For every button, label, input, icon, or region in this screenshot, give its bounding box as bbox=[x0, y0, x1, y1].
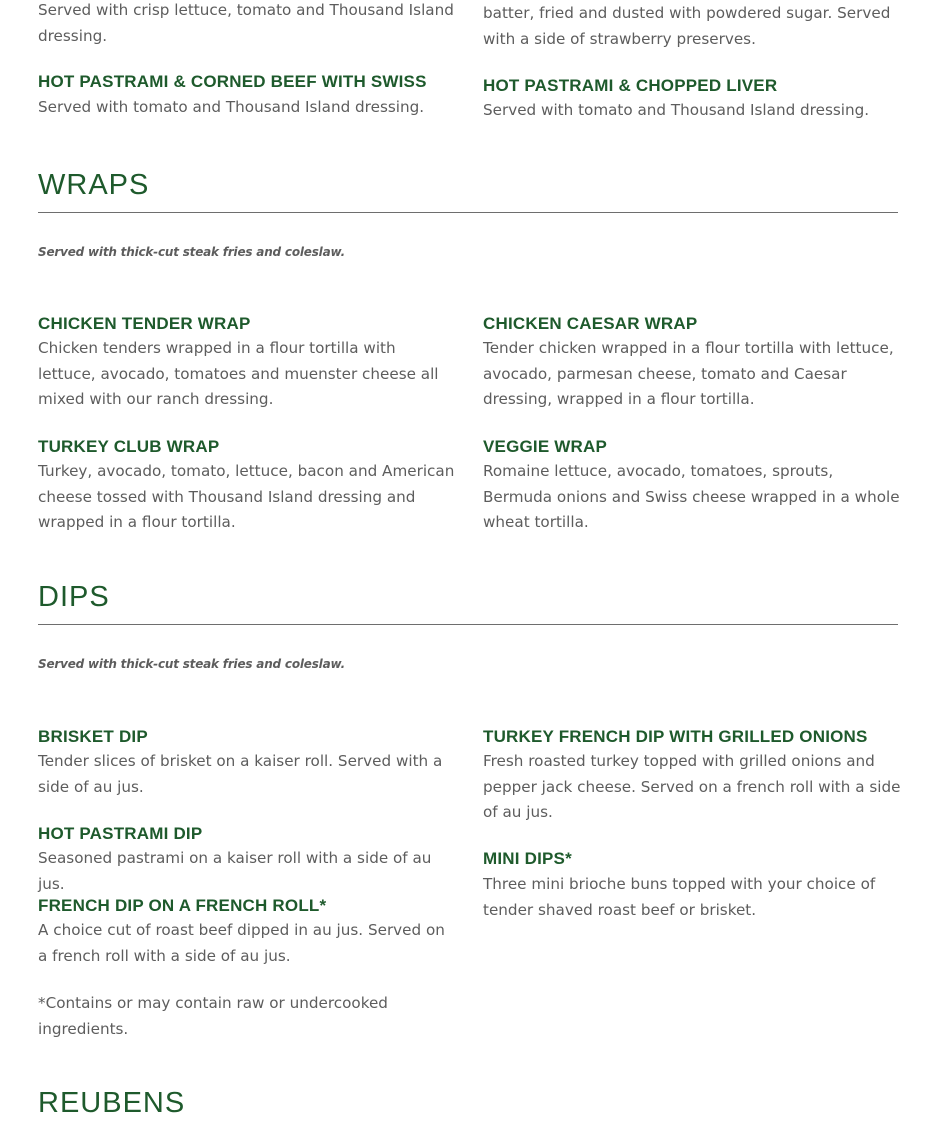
menu-item-title: HOT PASTRAMI DIP bbox=[38, 824, 203, 843]
section-title-reubens: REUBENS bbox=[38, 1087, 186, 1119]
menu-item-title: FRENCH DIP ON A FRENCH ROLL* bbox=[38, 896, 327, 915]
menu-item-description: Chicken tenders wrapped in a flour tortilla with lettuce, avocado, tomatoes and muenster cheese all mixed with our ranch dressing. bbox=[38, 339, 439, 409]
section-note: Served with thick-cut steak fries and coleslaw. bbox=[38, 657, 345, 671]
raw-food-disclaimer: *Contains or may contain raw or undercooked ingredients. bbox=[38, 994, 388, 1038]
menu-item-title: TURKEY FRENCH DIP WITH GRILLED ONIONS bbox=[483, 727, 868, 746]
menu-item-description: Tender slices of brisket on a kaiser roll. Served with a side of au jus. bbox=[38, 752, 443, 796]
section-divider bbox=[38, 212, 898, 213]
menu-item-title: CHICKEN CAESAR WRAP bbox=[483, 314, 698, 333]
menu-item-description: Served with tomato and Thousand Island dressing. bbox=[483, 101, 870, 119]
menu-item-description: A choice cut of roast beef dipped in au jus. Served on a french roll with a side of au jus. bbox=[38, 921, 445, 965]
menu-item-description: Tender chicken wrapped in a flour tortilla with lettuce, avocado, parmesan cheese, tomato and Caesar dressing, wrapped in a flour tortilla. bbox=[483, 339, 894, 409]
menu-item-title: CHICKEN TENDER WRAP bbox=[38, 314, 251, 333]
menu-item-description: Fresh roasted turkey topped with grilled onions and pepper jack cheese. Served on a french roll with a side of au jus. bbox=[483, 752, 901, 822]
menu-item-description: Romaine lettuce, avocado, tomatoes, sprouts, Bermuda onions and Swiss cheese wrapped in a whole wheat tortilla. bbox=[483, 462, 900, 532]
menu-item-title: HOT PASTRAMI & CHOPPED LIVER bbox=[483, 76, 778, 95]
sandwich-description: batter, fried and dusted with powdered sugar. Served with a side of strawberry preserves. bbox=[483, 4, 891, 48]
menu-item-title: MINI DIPS* bbox=[483, 849, 572, 868]
menu-item-title: TURKEY CLUB WRAP bbox=[38, 437, 220, 456]
menu-item-description: Turkey, avocado, tomato, lettuce, bacon and American cheese tossed with Thousand Island dressing and wrapped in a flour tortilla. bbox=[38, 462, 455, 532]
section-note: Served with thick-cut steak fries and coleslaw. bbox=[38, 245, 345, 259]
menu-item-description: Served with tomato and Thousand Island dressing. bbox=[38, 98, 425, 116]
section-title-wraps: WRAPS bbox=[38, 169, 150, 201]
menu-item-description: Three mini brioche buns topped with your choice of tender shaved roast beef or brisket. bbox=[483, 875, 876, 919]
sandwich-description: Served with crisp lettuce, tomato and Thousand Island dressing. bbox=[38, 1, 454, 45]
section-divider bbox=[38, 624, 898, 625]
menu-item-description: Seasoned pastrami on a kaiser roll with a side of au jus. bbox=[38, 849, 432, 893]
section-title-dips: DIPS bbox=[38, 581, 110, 613]
menu-item-title: VEGGIE WRAP bbox=[483, 437, 608, 456]
menu-item-title: BRISKET DIP bbox=[38, 727, 148, 746]
menu-item-title: HOT PASTRAMI & CORNED BEEF WITH SWISS bbox=[38, 72, 427, 91]
